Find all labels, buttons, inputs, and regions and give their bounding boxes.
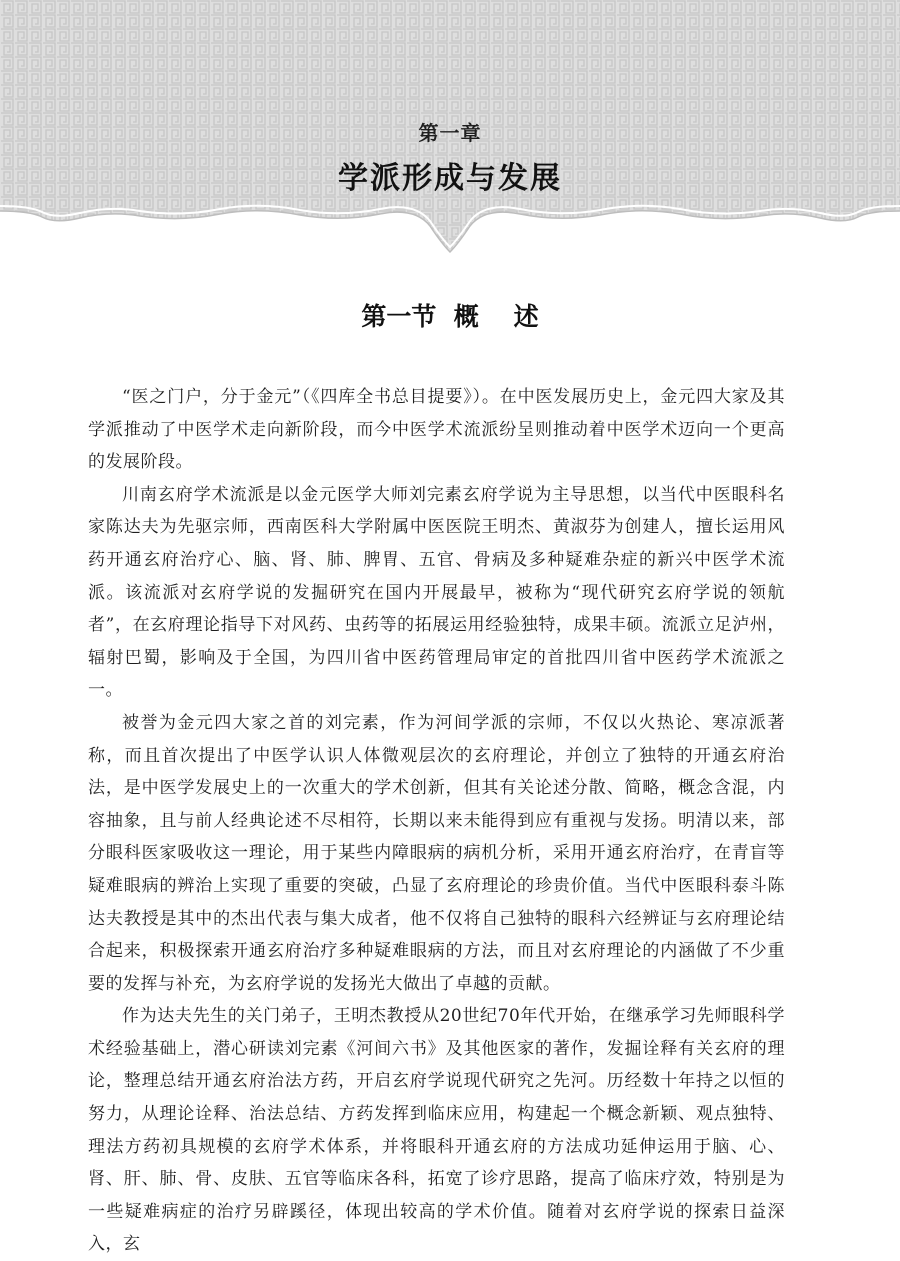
paragraph: 川南玄府学术流派是以金元医学大师刘完素玄府学说为主导思想，以当代中医眼科名家陈达夫为先驱宗师，西南医科大学附属中医医院王明杰、黄淑芬为创建人，擅长运用风药开通玄府治疗心、脑、肾、肺、脾胃、五官、骨病及多种疑难杂症的新兴中医学术流派。该流派对玄府学说的发掘研究在国内开展最早，被称为“现代研究玄府学说的领航者”，在玄府理论指导下对风药、虫药等的拓展运用经验独特，成果丰硕。流派立足泸州，辐射巴蜀，影响及于全国，为四川省中医药管理局审定的首批四川省中医药学术流派之一。 xyxy=(88,484,785,701)
paragraph: 作为达夫先生的关门弟子，王明杰教授从20世纪70年代开始，在继承学习先师眼科学术经验基础上，潜心研读刘完素《河间六书》及其他医家的著作，发掘诠释有关玄府的理论，整理总结开通玄府治法方药，开启玄府学说现代研究之先河。历经数十年持之以恒的努力，从理论诠释、治法总结、方药发挥到临床应用，构建起一个概念新颖、观点独特、理法方药初具规模的玄府学术体系，并将眼科开通玄府的方法成功延伸运用于脑、心、肾、肝、肺、骨、皮肤、五官等临床各科，拓宽了诊疗思路，提高了临床疗效，特别是为一些疑难病症的治疗另辟蹊径，体现出较高的学术价值。随着对玄府学说的探索日益深入，玄 xyxy=(88,1006,785,1255)
chapter-header-banner xyxy=(0,0,900,262)
paragraph: 被誉为金元四大家之首的刘完素，作为河间学派的宗师，不仅以火热论、寒凉派著称，而且首次提出了中医学认识人体微观层次的玄府理论，并创立了独特的开通玄府治法，是中医学发展史上的一次重大的学术创新，但其有关论述分散、简略，概念含混，内容抽象，且与前人经典论述不尽相符，长期以来未能得到应有重视与发扬。明清以来，部分眼科医家吸收这一理论，用于某些内障眼病的病机分析，采用开通玄府治疗，在青盲等疑难眼病的辨治上实现了重要的突破，凸显了玄府理论的珍贵价值。当代中医眼科泰斗陈达夫教授是其中的杰出代表与集大成者，他不仅将自己独特的眼科六经辨证与玄府理论结合起来，积极探索开通玄府治疗多种疑难眼病的方法，而且对玄府理论的内涵做了不少重要的发挥与补充，为玄府学说的发扬光大做出了卓越的贡献。 xyxy=(88,712,785,994)
section-title: 第一节 概 述 xyxy=(361,302,539,331)
paragraph: “医之门户，分于金元”（《四库全书总目提要》）。在中医发展历史上，金元四大家及其学派推动了中医学术走向新阶段，而今中医学术流派纷呈则推动着中医学术迈向一个更高的发展阶段。 xyxy=(88,387,785,473)
chapter-title: 学派形成与发展 xyxy=(338,161,562,196)
body-text xyxy=(88,381,785,1261)
chapter-number: 第一章 xyxy=(418,121,482,145)
